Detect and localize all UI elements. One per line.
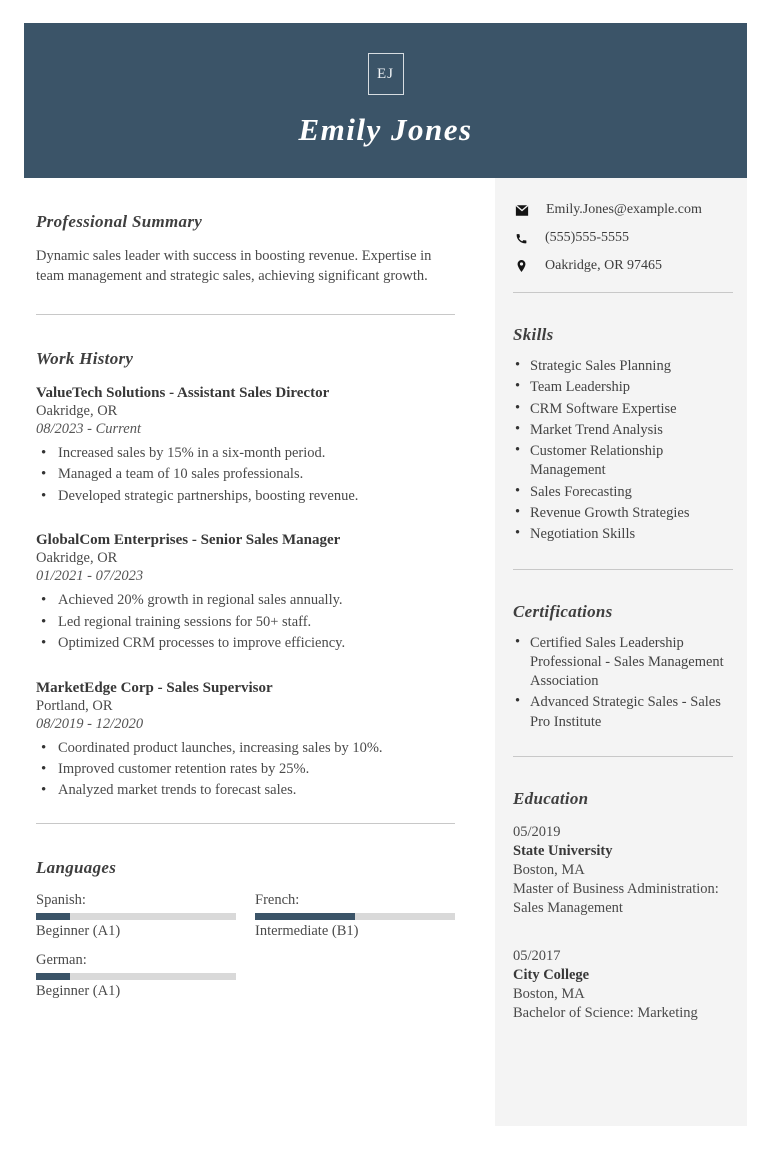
education-school: City College: [513, 966, 590, 983]
contact-email-row: [513, 202, 733, 218]
divider: [513, 292, 733, 293]
language-progress-track: [255, 913, 455, 920]
skill-item: • Revenue Growth Strategies: [513, 504, 733, 523]
divider: [513, 756, 733, 757]
job-title: MarketEdge Corp - Sales Supervisor: [36, 679, 273, 696]
education-entry: [513, 823, 733, 919]
job-entry: [36, 680, 455, 801]
language-progress-fill: [36, 973, 70, 980]
job-bullet: • Increased sales by 15% in a six-month period.: [36, 444, 455, 463]
contact-location-row: [513, 258, 733, 274]
summary-text: Dynamic sales leader with success in boosting revenue. Expertise in team management and strategic sales, achieving significant growth.: [36, 248, 432, 284]
education-entry: [513, 947, 733, 1024]
section-work-history: [36, 349, 455, 801]
location-pin-icon: [515, 259, 528, 273]
language-level-label: Beginner (A1): [36, 922, 121, 939]
language-item: [36, 952, 236, 1000]
mail-icon: [515, 204, 529, 217]
skill-item: • Team Leadership: [513, 378, 733, 397]
language-progress-fill: [255, 913, 355, 920]
certification-item: • Certified Sales Leadership Professional - Sales Management Association: [513, 634, 733, 692]
section-languages: [36, 858, 455, 1000]
language-progress-track: [36, 913, 236, 920]
skill-item: • Customer Relationship Management: [513, 442, 733, 481]
job-location: Portland, OR: [36, 697, 113, 714]
contact-email: Emily.Jones@example.com: [546, 202, 702, 217]
job-bullet: • Achieved 20% growth in regional sales annually.: [36, 591, 455, 610]
job-dates: 01/2021 - 07/2023: [36, 568, 144, 585]
education-date: 05/2019: [513, 823, 561, 840]
education-date: 05/2017: [513, 947, 561, 964]
skill-item: • Sales Forecasting: [513, 483, 733, 502]
job-bullet-list: [36, 591, 455, 653]
divider: [36, 823, 455, 824]
content-columns: [24, 178, 747, 1126]
skill-item: • Market Trend Analysis: [513, 421, 733, 440]
language-item: [36, 892, 236, 940]
job-bullet: • Developed strategic partnerships, boosting revenue.: [36, 487, 455, 506]
job-bullet: • Improved customer retention rates by 25%.: [36, 760, 455, 779]
job-bullet-list: [36, 739, 455, 801]
languages-section-title: Languages: [36, 857, 117, 877]
job-bullet: • Coordinated product launches, increasing sales by 10%.: [36, 739, 455, 758]
divider: [513, 569, 733, 570]
divider: [36, 314, 455, 315]
page-title: Emily Jones: [298, 112, 473, 147]
job-bullet: • Analyzed market trends to forecast sales.: [36, 781, 455, 800]
section-education: [513, 789, 733, 1023]
education-list: [513, 823, 733, 1023]
job-bullet: • Optimized CRM processes to improve efficiency.: [36, 634, 455, 653]
education-degree: Bachelor of Science: Marketing: [513, 1004, 698, 1021]
language-level-label: Beginner (A1): [36, 982, 121, 999]
skills-section-title: Skills: [513, 325, 554, 344]
contact-block: [513, 202, 733, 274]
skill-item: • CRM Software Expertise: [513, 400, 733, 419]
contact-location: Oakridge, OR 97465: [545, 258, 663, 273]
monogram-initials: EJ: [377, 65, 394, 82]
language-name: French:: [255, 891, 300, 908]
education-location: Boston, MA: [513, 862, 585, 879]
job-location: Oakridge, OR: [36, 403, 118, 419]
education-section-title: Education: [513, 788, 589, 808]
certifications-section-title: Certifications: [513, 601, 613, 621]
education-degree: Master of Business Administration: Sales Management: [513, 881, 719, 917]
contact-phone: (555)555-5555: [545, 230, 629, 245]
skill-item: • Negotiation Skills: [513, 525, 733, 544]
monogram-badge: [368, 53, 404, 95]
skills-list: [513, 357, 733, 545]
summary-section-title: Professional Summary: [36, 212, 203, 231]
job-list: [36, 385, 455, 801]
language-name: Spanish:: [36, 891, 86, 908]
job-entry: [36, 532, 455, 653]
job-dates: 08/2019 - 12/2020: [36, 715, 144, 732]
job-location: Oakridge, OR: [36, 550, 118, 567]
sidebar-panel: [495, 178, 747, 1126]
section-certifications: [513, 602, 733, 732]
job-bullet: • Managed a team of 10 sales professionals.: [36, 465, 455, 484]
skill-item: • Strategic Sales Planning: [513, 357, 733, 376]
language-progress-track: [36, 973, 236, 980]
language-level-label: Intermediate (B1): [255, 922, 359, 939]
job-title: GlobalCom Enterprises - Senior Sales Manager: [36, 532, 341, 549]
work-section-title: Work History: [36, 349, 134, 368]
job-dates: 08/2023 - Current: [36, 421, 141, 437]
contact-phone-row: [513, 230, 733, 246]
job-entry: [36, 385, 455, 506]
language-grid: [36, 892, 455, 1000]
main-column: [24, 178, 495, 1000]
header-banner: [24, 23, 747, 178]
phone-icon: [515, 232, 528, 245]
certifications-list: [513, 634, 733, 732]
job-title: ValueTech Solutions - Assistant Sales Director: [36, 385, 330, 401]
education-location: Boston, MA: [513, 985, 585, 1002]
section-skills: [513, 325, 733, 545]
language-name: German:: [36, 951, 87, 968]
job-bullet-list: [36, 444, 455, 506]
language-item: [255, 892, 455, 940]
job-bullet: • Led regional training sessions for 50+ staff.: [36, 613, 455, 632]
certification-item: • Advanced Strategic Sales - Sales Pro Institute: [513, 693, 733, 732]
section-professional-summary: [36, 212, 455, 286]
education-school: State University: [513, 843, 613, 860]
language-progress-fill: [36, 913, 70, 920]
